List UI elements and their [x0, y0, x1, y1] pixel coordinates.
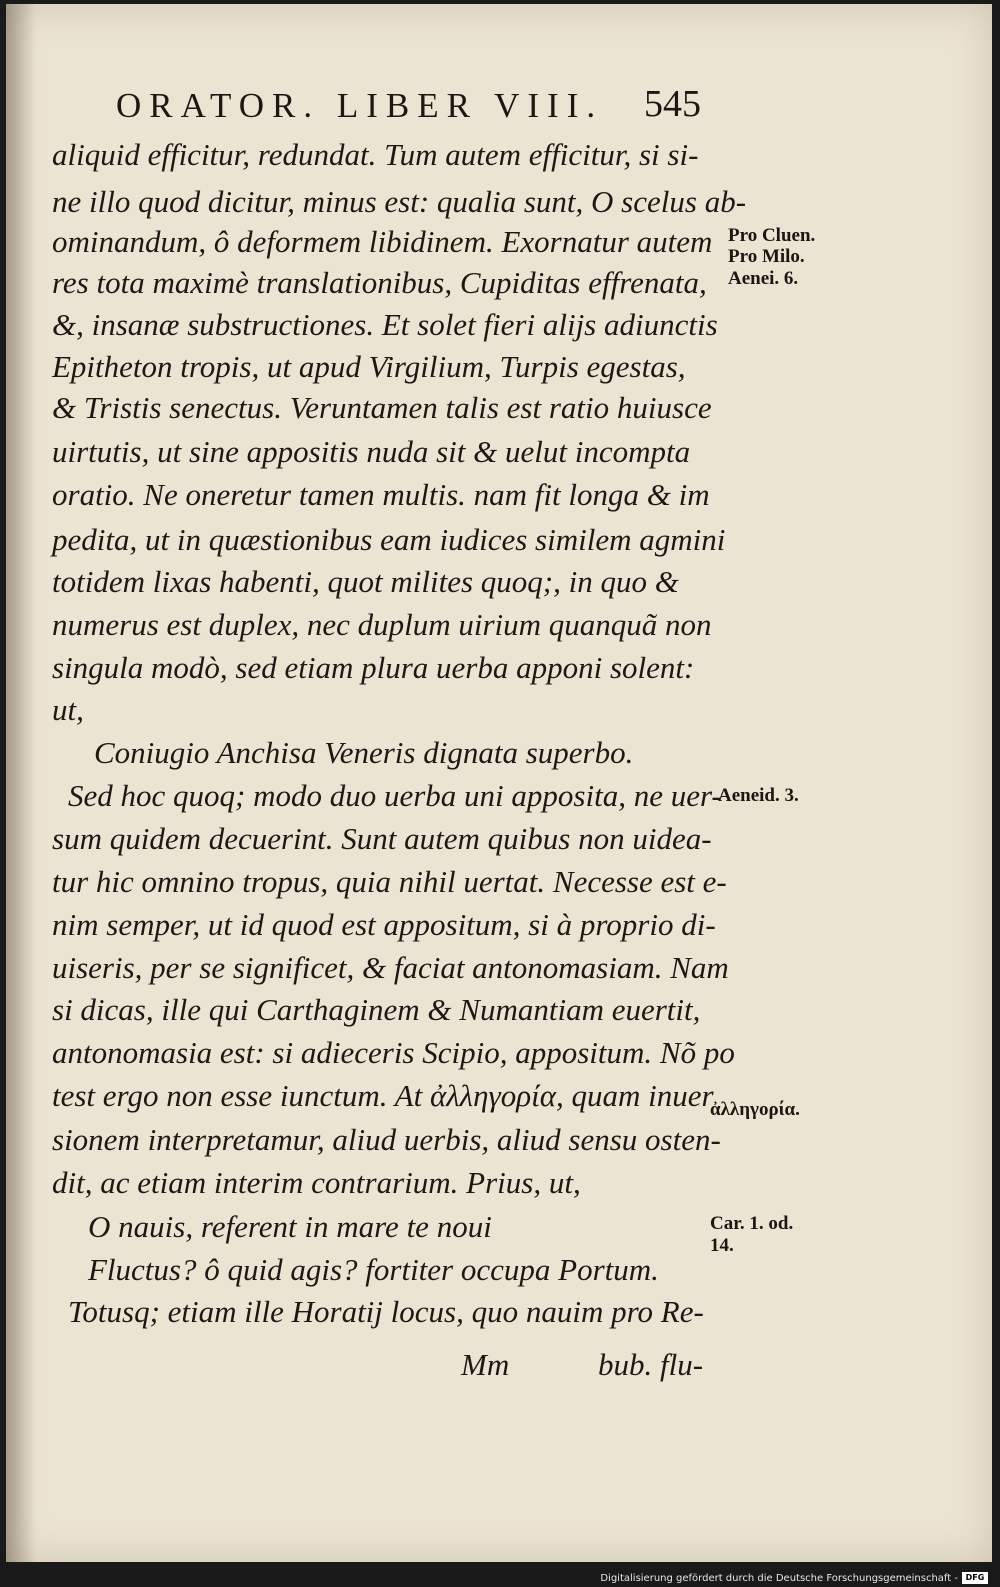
- text-line: ne illo quod dicitur, minus est: qualia sunt, O scelus ab-: [52, 184, 747, 219]
- text-line: ut,: [52, 692, 84, 727]
- signature-mark: Mm: [461, 1347, 510, 1382]
- digitization-credit: Digitalisierung gefördert durch die Deutsche Forschungsgemeinschaft -: [600, 1573, 958, 1584]
- text-line: dit, ac etiam interim contrarium. Prius, ut,: [52, 1165, 581, 1200]
- text-line: totidem lixas habenti, quot milites quoq;, in quo &: [52, 564, 679, 599]
- text-line: oratio. Ne oneretur tamen multis. nam fit longa & im: [52, 477, 710, 512]
- dfg-logo: DFG: [962, 1572, 988, 1584]
- text-line: uiseris, per se significet, & faciat antonomasiam. Nam: [52, 950, 729, 985]
- text-line: nim semper, ut id quod est appositum, si à proprio di-: [52, 907, 716, 942]
- marginal-note: Aeneid. 3.: [718, 785, 799, 806]
- marginal-note: Car. 1. od.: [710, 1213, 794, 1234]
- verse-line: O nauis, referent in mare te noui: [88, 1209, 492, 1244]
- marginal-note: Pro Milo.: [728, 246, 805, 267]
- marginal-note: ἀλληγορία.: [710, 1099, 800, 1120]
- page-number: 545: [644, 83, 701, 125]
- text-line: sionem interpretamur, aliud uerbis, aliud sensu osten-: [52, 1122, 721, 1157]
- text-line: si dicas, ille qui Carthaginem & Numantiam euertit,: [52, 992, 701, 1027]
- text-line: sum quidem decuerint. Sunt autem quibus non uidea-: [52, 821, 712, 856]
- verse-line: Coniugio Anchisa Veneris dignata superbo.: [94, 735, 634, 770]
- text-line: aliquid efficitur, redundat. Tum autem efficitur, si si-: [52, 137, 699, 172]
- catchword: bub. flu-: [598, 1347, 704, 1382]
- text-line: test ergo non esse iunctum. At ἀλληγορία, quam inuer: [52, 1078, 714, 1113]
- text-line: res tota maximè translationibus, Cupiditas effrenata,: [52, 265, 707, 300]
- text-line: ominandum, ô deformem libidinem. Exornatur autem: [52, 224, 713, 259]
- running-head: ORATOR. LIBER VIII.: [116, 86, 604, 125]
- text-line: uirtutis, ut sine appositis nuda sit & uelut incompta: [52, 434, 691, 469]
- text-line: Sed hoc quoq; modo duo uerba uni apposita, ne uer-: [68, 778, 722, 813]
- marginal-note: Pro Cluen.: [728, 225, 816, 246]
- text-line: Epitheton tropis, ut apud Virgilium, Turpis egestas,: [52, 349, 686, 384]
- text-line: numerus est duplex, nec duplum uirium quanquã non: [52, 607, 712, 642]
- text-line: singula modò, sed etiam plura uerba apponi solent:: [52, 650, 695, 685]
- text-line: Totusq; etiam ille Horatij locus, quo nauim pro Re-: [68, 1294, 704, 1329]
- text-line: tur hic omnino tropus, quia nihil uertat. Necesse est e-: [52, 864, 727, 899]
- marginal-note: 14.: [710, 1235, 734, 1256]
- marginal-note: Aenei. 6.: [728, 268, 799, 289]
- text-line: pedita, ut in quæstionibus eam iudices similem agmini: [52, 522, 726, 557]
- verse-line: Fluctus? ô quid agis? fortiter occupa Portum.: [88, 1252, 659, 1287]
- text-line: antonomasia est: si adieceris Scipio, appositum. Nõ po: [52, 1035, 735, 1070]
- text-line: &, insanæ substructiones. Et solet fieri alijs adiunctis: [52, 307, 718, 342]
- text-line: & Tristis senectus. Veruntamen talis est ratio huiusce: [52, 390, 712, 425]
- book-page: [6, 4, 992, 1562]
